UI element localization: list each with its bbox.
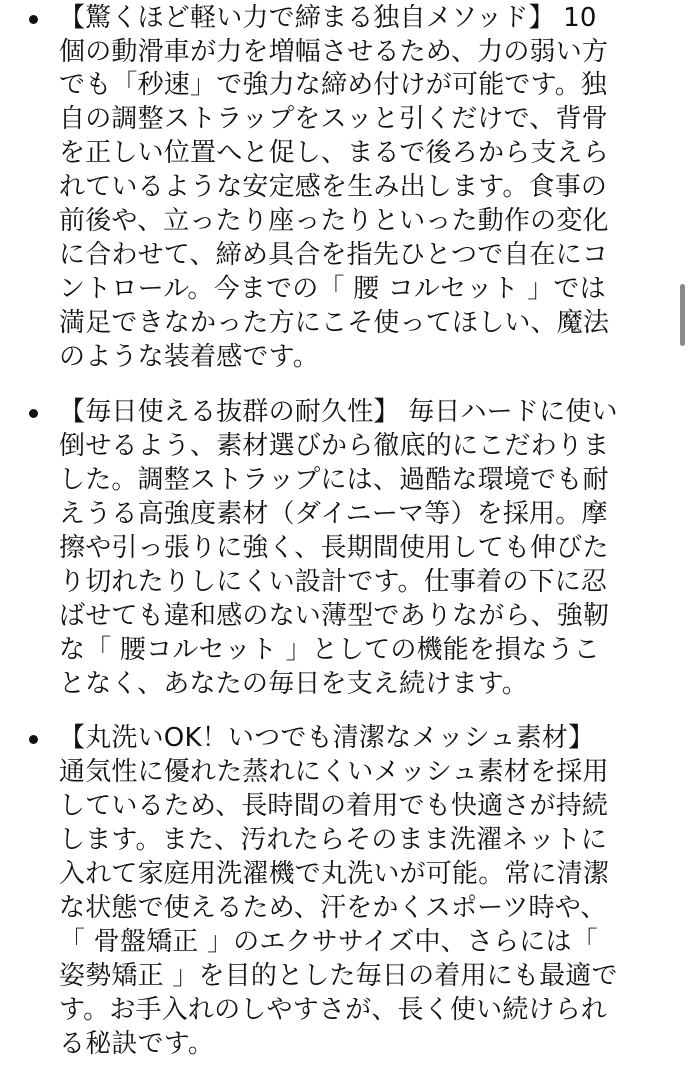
- bullet-text-line: 通気性に優れた蒸れにくいメッシュ素材を採用: [59, 757, 609, 787]
- bullet-text-line: る秘訣です。: [59, 1029, 215, 1059]
- bullet-text-line: 【毎日使える抜群の耐久性】 毎日ハードに使い: [59, 397, 618, 427]
- bullet-text-line: します。また、汚れたらそのまま洗濯ネットに: [59, 825, 608, 855]
- bullet-dot-icon: [29, 15, 38, 24]
- bullet-text-line: な状態で使えるため、汗をかくスポーツ時や、: [59, 893, 607, 923]
- bullet-text-line: えうる高強度素材（ダイニーマ等）を採用。摩: [59, 499, 608, 529]
- bullet-text-line: ばせても違和感のない薄型でありながら、強靭: [59, 601, 610, 631]
- bullet-text-line: のような装着感です。: [59, 342, 319, 372]
- bullet-text-line: でも「秒速」で強力な締め付けが可能です。独: [59, 70, 608, 100]
- bullet-text-line: 姿勢矯正 」を目的とした毎日の着用にも最適で: [59, 961, 618, 991]
- bullet-text-line: 倒せるよう、素材選びから徹底的にこだわりま: [59, 431, 610, 461]
- bullet-text-line: した。調整ストラップには、過酷な環境でも耐: [59, 465, 609, 495]
- bullet-text-line: 擦や引っ張りに強く、長期間使用しても伸びた: [59, 533, 609, 563]
- scrollbar-thumb[interactable]: [680, 284, 685, 346]
- bullet-text-line: 入れて家庭用洗濯機で丸洗いが可能。常に清潔: [59, 859, 610, 889]
- bullet-text-line: を正しい位置へと促し、まるで後ろから支えら: [59, 138, 609, 168]
- bullet-text-line: 【丸洗いOK！いつでも清潔なメッシュ素材】: [59, 723, 595, 753]
- bullet-text-line: しているため、長時間の着用でも快適さが持続: [59, 791, 609, 821]
- bullet-text-line: 自の調整ストラップをスッと引くだけで、背骨: [59, 104, 608, 134]
- bullet-text-line: 個の動滑車が力を増幅させるため、力の弱い方: [59, 37, 609, 67]
- bullet-text-line: り切れたりしにくい設計です。仕事着の下に忍: [59, 567, 608, 597]
- bullet-text-line: れているような安定感を生み出します。食事の: [59, 172, 608, 202]
- bullet-text-line: 「 骨盤矯正 」のエクササイズ中、さらには「: [59, 927, 598, 957]
- bullet-text-line: 満足できなかった方にこそ使ってほしい、魔法: [59, 308, 610, 338]
- bullet-text-line: ントロール。今までの「 腰 コルセット 」では: [59, 274, 606, 304]
- bullet-dot-icon: [29, 735, 38, 744]
- bullet-text-line: となく、あなたの毎日を支え続けます。: [59, 669, 529, 699]
- bullet-text-line: な「 腰コルセット 」としての機能を損なうこ: [59, 635, 600, 665]
- bullet-text-line: 【驚くほど軽い力で締まる独自メソッド】 10: [59, 3, 597, 33]
- bullet-dot-icon: [29, 409, 38, 418]
- bullet-text-line: 前後や、立ったり座ったりといった動作の変化: [59, 206, 609, 236]
- bullet-text-line: に合わせて、締め具合を指先ひとつで自在にコ: [59, 240, 609, 270]
- bullet-text-line: す。お手入れのしやすさが、長く使い続けられ: [59, 995, 608, 1025]
